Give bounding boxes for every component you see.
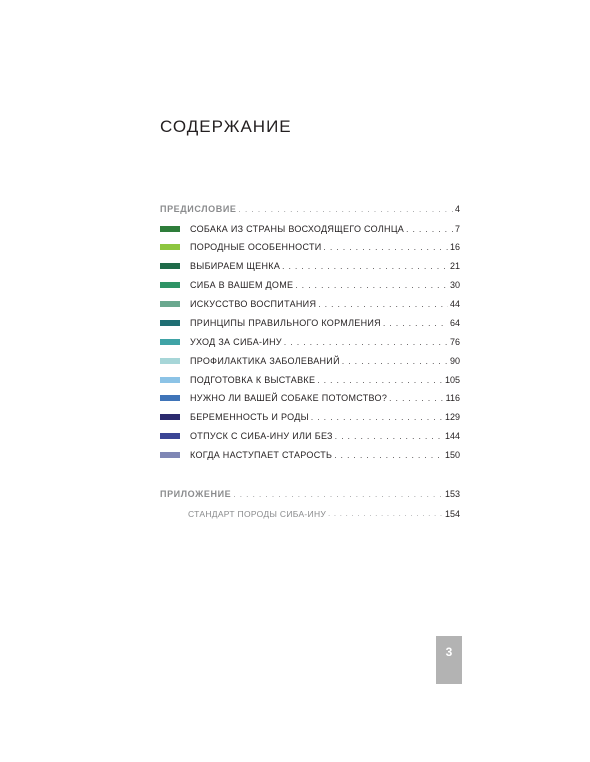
toc-entry-chapter[interactable] [160, 355, 460, 367]
dot-leader [282, 262, 448, 271]
toc-entry-label: ОТПУСК С СИБА-ИНУ ИЛИ БЕЗ [190, 431, 333, 441]
toc-entry-chapter[interactable] [160, 260, 460, 272]
chapter-color-swatch [160, 226, 180, 232]
toc-entry-chapter[interactable] [160, 298, 460, 310]
dot-leader [239, 205, 453, 214]
toc-entry-page: 4 [454, 204, 460, 214]
dot-leader [284, 338, 448, 347]
toc-entry-page: 76 [449, 337, 460, 347]
toc-entry-label: КОГДА НАСТУПАЕТ СТАРОСТЬ [190, 450, 333, 460]
toc-entry-chapter[interactable] [160, 449, 460, 461]
toc-entry-page: 30 [449, 280, 460, 290]
dot-leader [334, 451, 443, 460]
toc-entry-preface[interactable] [160, 203, 460, 215]
dot-leader [318, 300, 448, 309]
contents-title: СОДЕРЖАНИЕ [160, 117, 292, 136]
toc-entry-chapter[interactable] [160, 411, 460, 423]
toc-entry-label: ПОДГОТОВКА К ВЫСТАВКЕ [190, 375, 316, 385]
toc-entry-label: СОБАКА ИЗ СТРАНЫ ВОСХОДЯЩЕГО СОЛНЦА [190, 224, 405, 234]
toc-entry-label: БЕРЕМЕННОСТЬ И РОДЫ [190, 412, 309, 422]
dot-leader [389, 394, 443, 403]
toc-entry-label: ПОРОДНЫЕ ОСОБЕННОСТИ [190, 242, 322, 252]
chapter-color-swatch [160, 358, 180, 364]
toc-entry-page: 44 [449, 299, 460, 309]
toc-entry-chapter[interactable] [160, 392, 460, 404]
toc-entry-page: 144 [444, 431, 460, 441]
toc-entry-label: СТАНДАРТ ПОРОДЫ СИБА-ИНУ [188, 509, 327, 519]
dot-leader [406, 225, 453, 234]
toc-entry-chapter[interactable] [160, 317, 460, 329]
dot-leader [317, 376, 443, 385]
toc-entry-page: 7 [454, 224, 460, 234]
toc-entry-label: ПРЕДИСЛОВИЕ [160, 204, 237, 214]
toc-entry-page: 116 [445, 393, 460, 403]
toc-entry-label: ПРИНЦИПЫ ПРАВИЛЬНОГО КОРМЛЕНИЯ [190, 318, 381, 328]
toc-entry-chapter[interactable] [160, 374, 460, 386]
chapter-color-swatch [160, 395, 180, 401]
page-number-tab: 3 [436, 636, 462, 684]
dot-leader [328, 511, 443, 518]
toc-entry-page: 64 [449, 318, 460, 328]
chapter-color-swatch [160, 414, 180, 420]
toc-entry-page: 90 [449, 356, 460, 366]
toc-entry-chapter[interactable] [160, 279, 460, 291]
toc-entry-chapter[interactable] [160, 223, 460, 235]
chapter-color-swatch [160, 320, 180, 326]
dot-leader [295, 281, 448, 290]
toc-entry-page: 154 [444, 509, 460, 519]
toc-entry-page: 21 [449, 261, 460, 271]
toc-entry-label: НУЖНО ЛИ ВАШЕЙ СОБАКЕ ПОТОМСТВО? [190, 393, 388, 403]
dot-leader [311, 413, 443, 422]
dot-leader [335, 432, 443, 441]
chapter-color-swatch [160, 433, 180, 439]
dot-leader [342, 357, 448, 366]
toc-entry-page: 153 [444, 489, 460, 499]
toc-entry-page: 129 [444, 412, 460, 422]
chapter-color-swatch [160, 377, 180, 383]
toc-entry-chapter[interactable] [160, 430, 460, 442]
chapter-color-swatch [160, 244, 180, 250]
toc-entry-appendix[interactable] [160, 488, 460, 500]
chapter-color-swatch [160, 282, 180, 288]
chapter-color-swatch [160, 452, 180, 458]
dot-leader [383, 319, 448, 328]
toc-entry-label: СИБА В ВАШЕМ ДОМЕ [190, 280, 294, 290]
chapter-color-swatch [160, 301, 180, 307]
toc-entry-page: 150 [444, 450, 460, 460]
dot-leader [324, 243, 448, 252]
dot-leader [233, 490, 443, 499]
toc-entry-page: 105 [444, 375, 460, 385]
toc-entry-label: ПРОФИЛАКТИКА ЗАБОЛЕВАНИЙ [190, 356, 340, 366]
toc-entry-label: ИСКУССТВО ВОСПИТАНИЯ [190, 299, 317, 309]
chapter-color-swatch [160, 339, 180, 345]
toc-entry-appendix-item[interactable] [188, 508, 460, 520]
toc-entry-chapter[interactable] [160, 241, 460, 253]
toc-entry-label: ПРИЛОЖЕНИЕ [160, 489, 232, 499]
toc-entry-chapter[interactable] [160, 336, 460, 348]
chapter-color-swatch [160, 263, 180, 269]
toc-entry-page: 16 [449, 242, 460, 252]
toc-entry-label: ВЫБИРАЕМ ЩЕНКА [190, 261, 281, 271]
toc-entry-label: УХОД ЗА СИБА-ИНУ [190, 337, 282, 347]
